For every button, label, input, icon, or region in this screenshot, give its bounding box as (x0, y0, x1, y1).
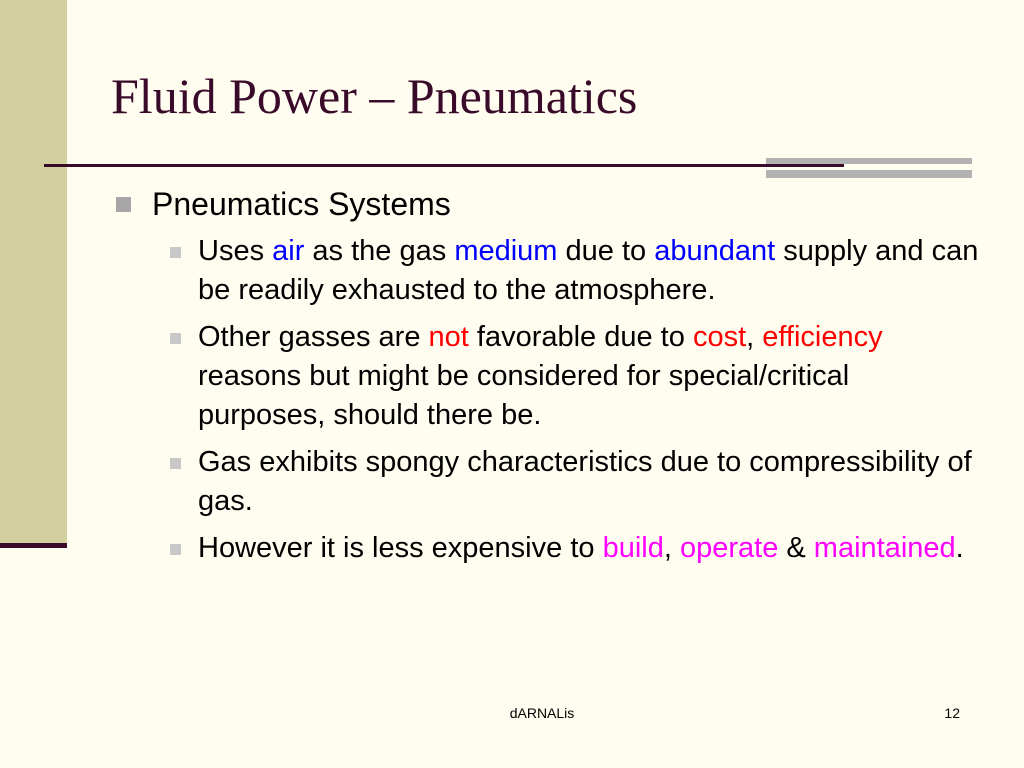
text-segment: reasons but might be considered for special/critical purposes, should there be. (198, 360, 850, 431)
bullet-level1 (114, 182, 984, 226)
sub-bullet-item (114, 318, 984, 435)
title-divider-line (44, 164, 844, 167)
square-bullet-icon (170, 458, 181, 469)
square-bullet-icon (170, 333, 181, 344)
highlighted-word: air (272, 235, 305, 267)
square-bullet-icon (170, 247, 181, 258)
left-decorative-bar (0, 0, 67, 545)
sub-bullet-item (114, 529, 984, 568)
gray-bar-top (766, 158, 972, 164)
text-segment: Gas exhibits spongy characteristics due to compressibility of gas. (198, 446, 972, 517)
footer-author: dARNALis (509, 705, 575, 721)
text-segment: , (746, 321, 763, 353)
text-segment: as the gas (304, 235, 455, 267)
square-bullet-icon (170, 544, 181, 555)
highlighted-word: not (428, 321, 469, 353)
text-segment: Other gasses are (198, 321, 429, 353)
sub-bullet-text (198, 443, 984, 521)
highlighted-word: medium (454, 235, 558, 267)
square-bullet-icon (116, 197, 131, 212)
highlighted-word: efficiency (762, 321, 883, 353)
text-segment: However it is less expensive to (198, 532, 603, 564)
text-segment: Uses (198, 235, 273, 267)
highlighted-word: operate (679, 532, 779, 564)
sub-bullet-item (114, 232, 984, 310)
highlighted-word: abundant (654, 235, 776, 267)
left-bar-underline (0, 543, 67, 548)
text-segment: favorable due to (468, 321, 693, 353)
highlighted-word: maintained (813, 532, 956, 564)
decorative-gray-bars (766, 158, 972, 180)
sub-bullet-text (198, 318, 984, 435)
sub-bullet-text (198, 232, 984, 310)
text-segment: due to (557, 235, 655, 267)
text-segment: & (778, 532, 814, 564)
text-segment: supply and can be readily exhausted to the atmosphere. (198, 235, 979, 306)
slide-number: 12 (944, 705, 960, 721)
highlighted-word: build (602, 532, 664, 564)
sub-bullet-item (114, 443, 984, 521)
sub-bullet-text (198, 529, 984, 568)
sub-bullet-list (114, 232, 984, 568)
slide-title: Fluid Power – Pneumatics (111, 68, 638, 124)
text-segment: . (955, 532, 964, 564)
gray-bar-bottom (766, 170, 972, 178)
highlighted-word: cost (692, 321, 747, 353)
bullet-level1-text: Pneumatics Systems (152, 186, 451, 222)
text-segment: , (663, 532, 680, 564)
slide-content (114, 182, 984, 576)
